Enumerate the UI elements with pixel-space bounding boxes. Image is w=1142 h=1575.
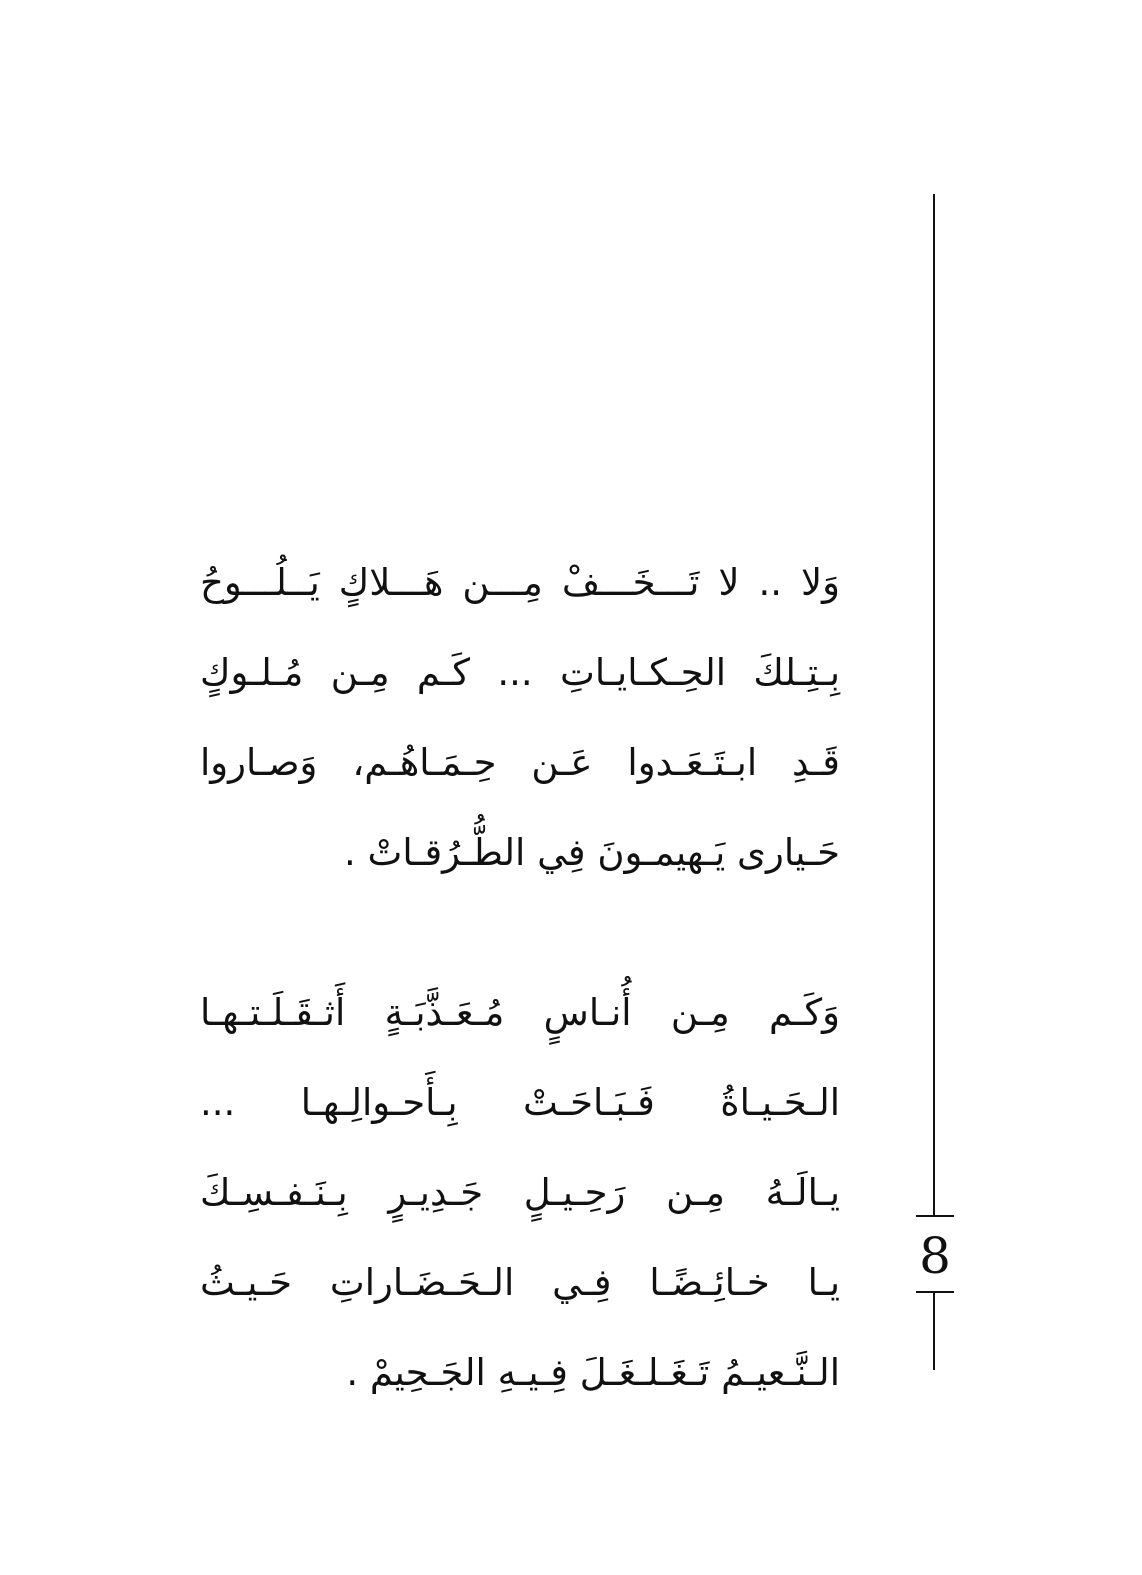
poem-line: الـحَـيـاةُ فَـبَـاحَـتْ بِـأَحـوالِـهـا ... (200, 1081, 840, 1124)
poem-stanza-2 (200, 968, 840, 1418)
poem-stanza-1 (200, 538, 840, 898)
margin-rule-bottom (933, 1292, 935, 1370)
margin-rule-top (933, 194, 935, 1216)
poem-line: وَكَـم مِـن أُنـاسٍ مُـعَـذَّبَـةٍ أَثـقَـلَـتـهـا (200, 991, 840, 1034)
poem-line: يـا خـائِـضًـا فِـي الـحَـضَـاراتِ حَـيـثُ (200, 1261, 840, 1304)
poem-line: يـالَـهُ مِـن رَحِـيـلٍ جَـدِيـرٍ بِـنَـفـسِـكَ (200, 1171, 840, 1214)
page-number-tick-bottom (916, 1291, 954, 1293)
page-number-tick-top (916, 1215, 954, 1217)
poem-line: الـنَّـعيـمُ تَـغَـلـغَـلَ فِـيـهِ الجَـحِيمْ . (346, 1351, 840, 1394)
poem-line: حَـيارى يَـهيمـونَ فِي الطُّـرُقـاتْ . (344, 831, 840, 874)
poem-line: وَلا .. لا تَـــخَـــفْ مِـــن هَـــلاكٍ يَــلُـــوحُ (200, 561, 840, 604)
page-number: 8 (919, 1227, 951, 1285)
poem-line: بِـتِـلكَ الحِـكـايـاتِ ... كَـم مِـن مُـلـوكٍ (200, 651, 840, 694)
poem-line: قَـدِ ابـتَـعَـدوا عَـن حِـمَـاهُـم، وَصـاروا (200, 741, 840, 784)
